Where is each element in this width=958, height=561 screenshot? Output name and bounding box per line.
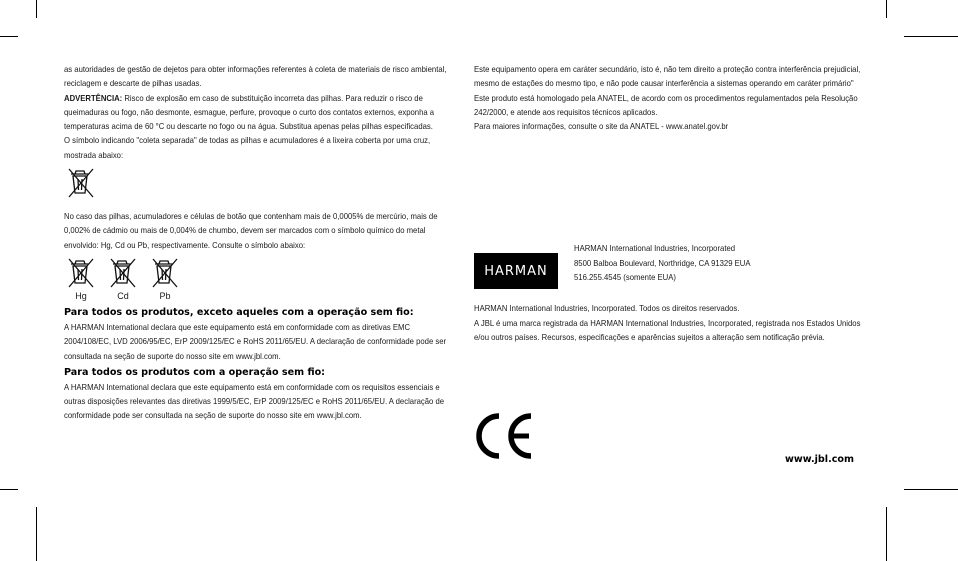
bin-label: Hg xyxy=(75,290,87,301)
conformity-wireless: A HARMAN International declara que este equipamento está em conformidade com os requisitos essenciais e outras disposições relevantes das diretivas 1999/5/EC, ErP 2009/125/EC e RoHS 2011/65/EU. A declaração de conformidade pode ser consultada na seção de suporte do nosso site em www.jbl.com. xyxy=(64,381,445,421)
crop-mark xyxy=(0,36,18,37)
crop-mark xyxy=(886,0,887,18)
harman-address xyxy=(574,241,874,284)
warning-text: Risco de explosão em caso de substituição incorreta das pilhas. Para reduzir o risco de queimaduras ou fogo, não desmonte, esmague, perfure, provoque o curto dos contatos externos, exponha a temperaturas acima de 60 °C ou descarte no fogo ou na água. Substitua apenas pelas pilhas especificadas. xyxy=(64,92,435,132)
conformity-non-wireless: A HARMAN International declara que este equipamento está em conformidade com as diretivas EMC 2004/108/EC, LVD 2006/95/EC, ErP 2009/125/EC e RoHS 2011/65/EU. A declaração de conformidade pode ser consultada na seção de suporte do nosso site em www.jbl.com. xyxy=(64,321,447,361)
heading-non-wireless: Para todos os produtos, exceto aqueles com a operação sem fio: xyxy=(64,306,414,318)
address-line: 516.255.4545 (somente EUA) xyxy=(574,272,676,283)
harman-block xyxy=(474,241,874,289)
crossed-bin-icon xyxy=(150,256,180,290)
anatel-approval-paragraph: Este produto está homologado pela ANATEL, de acordo com os procedimentos regulamentados pela Resolução 242/2000, e atende aos requisitos técnicos aplicados. xyxy=(474,92,858,117)
trademark-notice: A JBL é uma marca registrada da HARMAN International Industries, Incorporated, registrada nos Estados Unidos e/ou outros países. Recursos, especificações e aparências sujeitos a alteração sem notificação prévia. xyxy=(474,317,861,343)
rights-reserved: HARMAN International Industries, Incorporated. Todos os direitos reservados. xyxy=(474,303,740,314)
anatel-info-paragraph: Para maiores informações, consulte o site da ANATEL - www.anatel.gov.br xyxy=(474,121,729,132)
bin-label: Cd xyxy=(117,290,129,301)
crossed-bin-symbol xyxy=(66,166,450,205)
anatel-interference-paragraph: Este equipamento opera em caráter secundário, isto é, não tem direito a proteção contra interferência prejudicial, mesmo de estações do mesmo tipo, e não pode causar interferência a sistemas operando em caráter primário" xyxy=(474,64,861,89)
ce-mark xyxy=(473,412,535,465)
crop-mark xyxy=(886,507,887,561)
crop-mark xyxy=(36,0,37,18)
bin-cd xyxy=(108,256,138,301)
bin-pb xyxy=(150,256,180,301)
disposal-paragraph: as autoridades de gestão de dejetos para obter informações referentes à coleta de materiais de risco ambiental, reciclagem e descarte de pilhas usadas. xyxy=(64,64,447,89)
website-url: www.jbl.com xyxy=(785,454,854,465)
crop-mark xyxy=(0,489,18,490)
crop-mark xyxy=(36,507,37,561)
warning-label: ADVERTÊNCIA: xyxy=(64,92,123,103)
crop-mark xyxy=(904,489,958,490)
crop-mark xyxy=(904,36,958,37)
crossed-bin-icon xyxy=(108,256,138,290)
legal-block xyxy=(474,301,874,344)
right-column xyxy=(474,62,874,344)
heavy-metal-paragraph: No caso das pilhas, acumuladores e células de botão que contenham mais de 0,0005% de mercúrio, mais de 0,002% de cádmio ou mais de 0,004% de chumbo, devem ser marcados com o símbolo químico do metal envolvido: Hg, Cd ou Pb, respectivamente. Consulte o símbolo abaixo: xyxy=(64,211,438,250)
heading-wireless: Para todos os produtos com a operação sem fio: xyxy=(64,366,326,378)
ce-mark-icon xyxy=(473,412,535,460)
harman-logo: HARMAN xyxy=(474,253,558,289)
crossed-bin-icon xyxy=(66,166,96,200)
address-line: HARMAN International Industries, Incorporated xyxy=(574,243,736,254)
chemical-bin-symbols xyxy=(66,256,450,301)
warning-paragraph xyxy=(64,91,448,134)
bin-hg xyxy=(66,256,96,301)
bin-label: Pb xyxy=(159,290,171,301)
symbol-paragraph: O símbolo indicando "coleta separada" de todas as pilhas e acumuladores é a lixeira coberta por uma cruz, mostrada abaixo: xyxy=(64,135,431,160)
address-line: 8500 Balboa Boulevard, Northridge, CA 91329 EUA xyxy=(574,257,751,268)
crossed-bin-icon xyxy=(66,256,96,290)
left-column xyxy=(64,62,450,423)
